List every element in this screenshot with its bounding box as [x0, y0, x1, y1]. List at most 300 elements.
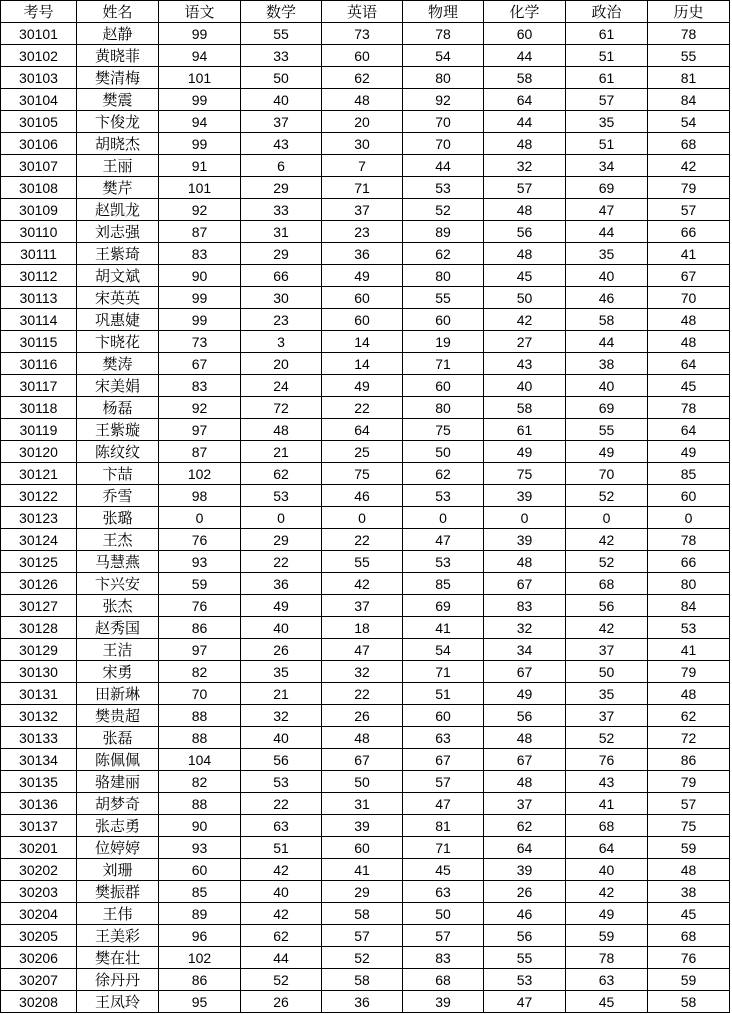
english-cell: 18 [322, 617, 403, 639]
politics-cell: 61 [566, 23, 648, 45]
chinese-cell: 59 [159, 573, 241, 595]
english-cell: 37 [322, 595, 403, 617]
english-cell: 73 [322, 23, 403, 45]
history-cell: 48 [648, 859, 730, 881]
english-cell: 52 [322, 947, 403, 969]
exam-id-cell: 30201 [1, 837, 77, 859]
table-row [1, 507, 730, 529]
physics-cell: 63 [403, 727, 484, 749]
table-row [1, 177, 730, 199]
student-name-cell: 樊芹 [77, 177, 159, 199]
chinese-cell: 88 [159, 793, 241, 815]
exam-id-cell: 30123 [1, 507, 77, 529]
chemistry-cell: 67 [484, 661, 566, 683]
history-cell: 66 [648, 551, 730, 573]
history-cell: 59 [648, 837, 730, 859]
history-cell: 72 [648, 727, 730, 749]
english-cell: 36 [322, 243, 403, 265]
header-cell: 物理 [403, 1, 484, 23]
english-cell: 22 [322, 397, 403, 419]
chemistry-cell: 42 [484, 309, 566, 331]
exam-id-cell: 30202 [1, 859, 77, 881]
student-name-cell: 王丽 [77, 155, 159, 177]
chemistry-cell: 62 [484, 815, 566, 837]
physics-cell: 45 [403, 859, 484, 881]
politics-cell: 50 [566, 661, 648, 683]
politics-cell: 44 [566, 331, 648, 353]
student-name-cell: 张璐 [77, 507, 159, 529]
chinese-cell: 104 [159, 749, 241, 771]
student-name-cell: 骆建丽 [77, 771, 159, 793]
math-cell: 21 [241, 441, 322, 463]
math-cell: 29 [241, 243, 322, 265]
english-cell: 42 [322, 573, 403, 595]
physics-cell: 55 [403, 287, 484, 309]
chinese-cell: 90 [159, 815, 241, 837]
math-cell: 63 [241, 815, 322, 837]
table-row [1, 661, 730, 683]
physics-cell: 78 [403, 23, 484, 45]
student-name-cell: 赵秀国 [77, 617, 159, 639]
chemistry-cell: 75 [484, 463, 566, 485]
exam-id-cell: 30105 [1, 111, 77, 133]
header-cell: 英语 [322, 1, 403, 23]
chinese-cell: 96 [159, 925, 241, 947]
politics-cell: 59 [566, 925, 648, 947]
math-cell: 43 [241, 133, 322, 155]
chinese-cell: 101 [159, 177, 241, 199]
chemistry-cell: 55 [484, 947, 566, 969]
history-cell: 84 [648, 89, 730, 111]
history-cell: 64 [648, 353, 730, 375]
math-cell: 40 [241, 617, 322, 639]
chinese-cell: 60 [159, 859, 241, 881]
history-cell: 79 [648, 661, 730, 683]
table-row [1, 89, 730, 111]
chinese-cell: 82 [159, 661, 241, 683]
chemistry-cell: 58 [484, 397, 566, 419]
physics-cell: 71 [403, 353, 484, 375]
chemistry-cell: 26 [484, 881, 566, 903]
math-cell: 51 [241, 837, 322, 859]
english-cell: 25 [322, 441, 403, 463]
history-cell: 38 [648, 881, 730, 903]
exam-id-cell: 30208 [1, 991, 77, 1013]
english-cell: 55 [322, 551, 403, 573]
history-cell: 68 [648, 925, 730, 947]
chemistry-cell: 60 [484, 23, 566, 45]
chinese-cell: 99 [159, 309, 241, 331]
table-row [1, 749, 730, 771]
chemistry-cell: 39 [484, 859, 566, 881]
english-cell: 60 [322, 309, 403, 331]
chemistry-cell: 44 [484, 111, 566, 133]
politics-cell: 41 [566, 793, 648, 815]
history-cell: 49 [648, 441, 730, 463]
english-cell: 7 [322, 155, 403, 177]
student-name-cell: 王杰 [77, 529, 159, 551]
chemistry-cell: 0 [484, 507, 566, 529]
physics-cell: 54 [403, 639, 484, 661]
math-cell: 33 [241, 45, 322, 67]
history-cell: 60 [648, 485, 730, 507]
history-cell: 79 [648, 177, 730, 199]
politics-cell: 69 [566, 397, 648, 419]
chinese-cell: 88 [159, 705, 241, 727]
table-row [1, 309, 730, 331]
history-cell: 86 [648, 749, 730, 771]
history-cell: 55 [648, 45, 730, 67]
physics-cell: 57 [403, 925, 484, 947]
chemistry-cell: 56 [484, 221, 566, 243]
chemistry-cell: 37 [484, 793, 566, 815]
history-cell: 79 [648, 771, 730, 793]
table-row [1, 969, 730, 991]
exam-id-cell: 30107 [1, 155, 77, 177]
chinese-cell: 88 [159, 727, 241, 749]
chinese-cell: 76 [159, 595, 241, 617]
chinese-cell: 93 [159, 837, 241, 859]
table-row [1, 815, 730, 837]
table-row [1, 837, 730, 859]
table-row [1, 45, 730, 67]
chinese-cell: 91 [159, 155, 241, 177]
math-cell: 62 [241, 925, 322, 947]
politics-cell: 55 [566, 419, 648, 441]
student-name-cell: 杨磊 [77, 397, 159, 419]
history-cell: 42 [648, 155, 730, 177]
math-cell: 29 [241, 529, 322, 551]
student-name-cell: 樊涛 [77, 353, 159, 375]
exam-id-cell: 30120 [1, 441, 77, 463]
exam-id-cell: 30207 [1, 969, 77, 991]
chinese-cell: 90 [159, 265, 241, 287]
english-cell: 22 [322, 529, 403, 551]
student-name-cell: 赵静 [77, 23, 159, 45]
chinese-cell: 98 [159, 485, 241, 507]
physics-cell: 85 [403, 573, 484, 595]
exam-id-cell: 30125 [1, 551, 77, 573]
politics-cell: 38 [566, 353, 648, 375]
english-cell: 57 [322, 925, 403, 947]
table-row [1, 67, 730, 89]
math-cell: 6 [241, 155, 322, 177]
student-name-cell: 王美彩 [77, 925, 159, 947]
physics-cell: 57 [403, 771, 484, 793]
english-cell: 14 [322, 331, 403, 353]
math-cell: 22 [241, 551, 322, 573]
student-name-cell: 王凤玲 [77, 991, 159, 1013]
physics-cell: 39 [403, 991, 484, 1013]
physics-cell: 63 [403, 881, 484, 903]
physics-cell: 71 [403, 661, 484, 683]
chemistry-cell: 67 [484, 573, 566, 595]
math-cell: 32 [241, 705, 322, 727]
english-cell: 58 [322, 969, 403, 991]
chemistry-cell: 39 [484, 485, 566, 507]
history-cell: 81 [648, 67, 730, 89]
table-row [1, 595, 730, 617]
physics-cell: 68 [403, 969, 484, 991]
history-cell: 68 [648, 133, 730, 155]
chinese-cell: 93 [159, 551, 241, 573]
header-cell: 语文 [159, 1, 241, 23]
history-cell: 53 [648, 617, 730, 639]
chemistry-cell: 48 [484, 243, 566, 265]
chemistry-cell: 56 [484, 925, 566, 947]
student-name-cell: 卞喆 [77, 463, 159, 485]
physics-cell: 71 [403, 837, 484, 859]
english-cell: 22 [322, 683, 403, 705]
politics-cell: 40 [566, 859, 648, 881]
chinese-cell: 82 [159, 771, 241, 793]
chinese-cell: 70 [159, 683, 241, 705]
exam-id-cell: 30118 [1, 397, 77, 419]
table-row [1, 639, 730, 661]
chemistry-cell: 49 [484, 683, 566, 705]
history-cell: 64 [648, 419, 730, 441]
politics-cell: 37 [566, 639, 648, 661]
student-name-cell: 刘珊 [77, 859, 159, 881]
exam-id-cell: 30128 [1, 617, 77, 639]
chinese-cell: 0 [159, 507, 241, 529]
exam-id-cell: 30204 [1, 903, 77, 925]
exam-id-cell: 30114 [1, 309, 77, 331]
math-cell: 21 [241, 683, 322, 705]
chemistry-cell: 43 [484, 353, 566, 375]
physics-cell: 0 [403, 507, 484, 529]
politics-cell: 58 [566, 309, 648, 331]
table-row [1, 375, 730, 397]
physics-cell: 47 [403, 793, 484, 815]
chemistry-cell: 45 [484, 265, 566, 287]
student-name-cell: 田新琳 [77, 683, 159, 705]
english-cell: 26 [322, 705, 403, 727]
chemistry-cell: 32 [484, 155, 566, 177]
chemistry-cell: 83 [484, 595, 566, 617]
exam-id-cell: 30126 [1, 573, 77, 595]
chinese-cell: 97 [159, 419, 241, 441]
chinese-cell: 86 [159, 617, 241, 639]
exam-id-cell: 30117 [1, 375, 77, 397]
header-cell: 历史 [648, 1, 730, 23]
chinese-cell: 73 [159, 331, 241, 353]
table-row [1, 573, 730, 595]
math-cell: 56 [241, 749, 322, 771]
header-row [1, 1, 730, 23]
chinese-cell: 102 [159, 463, 241, 485]
student-name-cell: 胡文斌 [77, 265, 159, 287]
math-cell: 44 [241, 947, 322, 969]
chemistry-cell: 48 [484, 133, 566, 155]
math-cell: 42 [241, 859, 322, 881]
chemistry-cell: 44 [484, 45, 566, 67]
student-name-cell: 宋美娟 [77, 375, 159, 397]
chemistry-cell: 50 [484, 287, 566, 309]
chemistry-cell: 34 [484, 639, 566, 661]
table-row [1, 925, 730, 947]
table-row [1, 397, 730, 419]
student-name-cell: 徐丹丹 [77, 969, 159, 991]
politics-cell: 46 [566, 287, 648, 309]
english-cell: 64 [322, 419, 403, 441]
exam-id-cell: 30119 [1, 419, 77, 441]
politics-cell: 57 [566, 89, 648, 111]
history-cell: 58 [648, 991, 730, 1013]
table-row [1, 265, 730, 287]
math-cell: 22 [241, 793, 322, 815]
exam-id-cell: 30132 [1, 705, 77, 727]
table-row [1, 23, 730, 45]
student-name-cell: 胡梦奇 [77, 793, 159, 815]
politics-cell: 70 [566, 463, 648, 485]
chemistry-cell: 48 [484, 551, 566, 573]
english-cell: 32 [322, 661, 403, 683]
physics-cell: 80 [403, 397, 484, 419]
math-cell: 48 [241, 419, 322, 441]
english-cell: 46 [322, 485, 403, 507]
history-cell: 78 [648, 397, 730, 419]
politics-cell: 68 [566, 815, 648, 837]
chinese-cell: 102 [159, 947, 241, 969]
math-cell: 53 [241, 485, 322, 507]
politics-cell: 35 [566, 243, 648, 265]
table-row [1, 111, 730, 133]
history-cell: 78 [648, 529, 730, 551]
physics-cell: 53 [403, 485, 484, 507]
math-cell: 3 [241, 331, 322, 353]
politics-cell: 51 [566, 45, 648, 67]
exam-id-cell: 30115 [1, 331, 77, 353]
english-cell: 20 [322, 111, 403, 133]
student-name-cell: 卞兴安 [77, 573, 159, 595]
english-cell: 0 [322, 507, 403, 529]
english-cell: 71 [322, 177, 403, 199]
history-cell: 59 [648, 969, 730, 991]
student-name-cell: 黄晓菲 [77, 45, 159, 67]
english-cell: 75 [322, 463, 403, 485]
chinese-cell: 95 [159, 991, 241, 1013]
chemistry-cell: 49 [484, 441, 566, 463]
student-name-cell: 张志勇 [77, 815, 159, 837]
physics-cell: 60 [403, 705, 484, 727]
history-cell: 48 [648, 309, 730, 331]
math-cell: 40 [241, 727, 322, 749]
student-name-cell: 王洁 [77, 639, 159, 661]
table-row [1, 551, 730, 573]
physics-cell: 50 [403, 441, 484, 463]
politics-cell: 35 [566, 111, 648, 133]
math-cell: 62 [241, 463, 322, 485]
math-cell: 0 [241, 507, 322, 529]
english-cell: 37 [322, 199, 403, 221]
english-cell: 31 [322, 793, 403, 815]
student-name-cell: 卞俊龙 [77, 111, 159, 133]
politics-cell: 35 [566, 683, 648, 705]
student-name-cell: 樊震 [77, 89, 159, 111]
politics-cell: 40 [566, 375, 648, 397]
chemistry-cell: 39 [484, 529, 566, 551]
history-cell: 57 [648, 199, 730, 221]
physics-cell: 19 [403, 331, 484, 353]
english-cell: 49 [322, 375, 403, 397]
chinese-cell: 101 [159, 67, 241, 89]
english-cell: 47 [322, 639, 403, 661]
physics-cell: 60 [403, 309, 484, 331]
english-cell: 48 [322, 89, 403, 111]
student-name-cell: 马慧燕 [77, 551, 159, 573]
english-cell: 48 [322, 727, 403, 749]
exam-id-cell: 30102 [1, 45, 77, 67]
chemistry-cell: 27 [484, 331, 566, 353]
exam-id-cell: 30106 [1, 133, 77, 155]
chemistry-cell: 47 [484, 991, 566, 1013]
chinese-cell: 92 [159, 397, 241, 419]
politics-cell: 44 [566, 221, 648, 243]
politics-cell: 43 [566, 771, 648, 793]
physics-cell: 89 [403, 221, 484, 243]
politics-cell: 56 [566, 595, 648, 617]
physics-cell: 60 [403, 375, 484, 397]
table-row [1, 353, 730, 375]
header-cell: 姓名 [77, 1, 159, 23]
chemistry-cell: 46 [484, 903, 566, 925]
table-row [1, 463, 730, 485]
chinese-cell: 67 [159, 353, 241, 375]
table-row [1, 441, 730, 463]
math-cell: 66 [241, 265, 322, 287]
physics-cell: 52 [403, 199, 484, 221]
header-cell: 考号 [1, 1, 77, 23]
chinese-cell: 99 [159, 287, 241, 309]
table-row [1, 793, 730, 815]
physics-cell: 53 [403, 177, 484, 199]
table-row [1, 155, 730, 177]
history-cell: 45 [648, 375, 730, 397]
physics-cell: 92 [403, 89, 484, 111]
exam-id-cell: 30129 [1, 639, 77, 661]
history-cell: 84 [648, 595, 730, 617]
english-cell: 23 [322, 221, 403, 243]
chemistry-cell: 53 [484, 969, 566, 991]
chinese-cell: 97 [159, 639, 241, 661]
math-cell: 55 [241, 23, 322, 45]
student-name-cell: 宋勇 [77, 661, 159, 683]
chemistry-cell: 64 [484, 89, 566, 111]
chinese-cell: 85 [159, 881, 241, 903]
student-name-cell: 刘志强 [77, 221, 159, 243]
physics-cell: 44 [403, 155, 484, 177]
politics-cell: 61 [566, 67, 648, 89]
exam-id-cell: 30110 [1, 221, 77, 243]
chemistry-cell: 48 [484, 727, 566, 749]
physics-cell: 69 [403, 595, 484, 617]
table-row [1, 771, 730, 793]
history-cell: 85 [648, 463, 730, 485]
exam-id-cell: 30111 [1, 243, 77, 265]
table-row [1, 419, 730, 441]
chinese-cell: 83 [159, 243, 241, 265]
english-cell: 50 [322, 771, 403, 793]
table-row [1, 617, 730, 639]
table-row [1, 331, 730, 353]
physics-cell: 51 [403, 683, 484, 705]
math-cell: 40 [241, 89, 322, 111]
politics-cell: 49 [566, 441, 648, 463]
politics-cell: 52 [566, 727, 648, 749]
physics-cell: 53 [403, 551, 484, 573]
student-name-cell: 王紫璇 [77, 419, 159, 441]
